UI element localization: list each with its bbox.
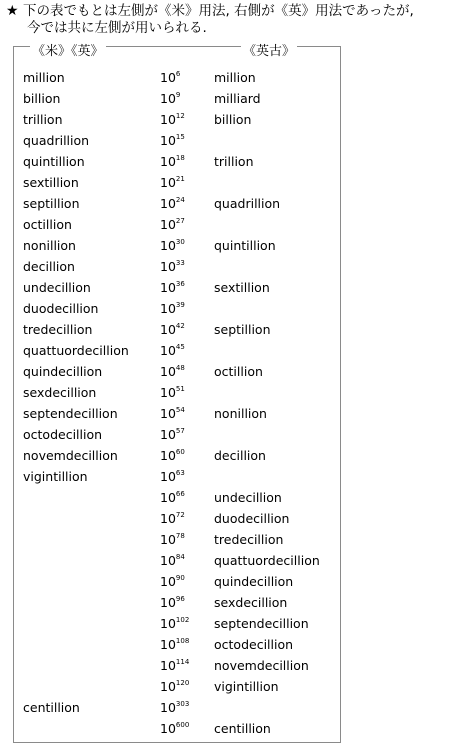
power-base: 10 bbox=[160, 448, 176, 463]
table-row bbox=[0, 340, 471, 361]
old-british-name-cell: octillion bbox=[214, 364, 263, 379]
power-exponent: 12 bbox=[175, 111, 185, 120]
power-base: 10 bbox=[160, 553, 176, 568]
old-british-name-cell: milliard bbox=[214, 91, 261, 106]
power-base: 10 bbox=[160, 679, 176, 694]
power-base: 10 bbox=[160, 70, 176, 85]
power-exponent: 6 bbox=[175, 69, 181, 78]
power-exponent: 102 bbox=[175, 615, 190, 624]
power-cell bbox=[160, 571, 185, 592]
power-cell bbox=[160, 634, 189, 655]
table-row bbox=[0, 571, 471, 592]
us-name-cell: quadrillion bbox=[23, 133, 90, 148]
note-line-2: 今では共に左側が用いられる. bbox=[27, 20, 207, 36]
power-cell bbox=[160, 361, 185, 382]
power-base: 10 bbox=[160, 196, 176, 211]
table-row bbox=[0, 466, 471, 487]
us-name-cell: septendecillion bbox=[23, 406, 118, 421]
table-row bbox=[0, 508, 471, 529]
power-base: 10 bbox=[160, 112, 176, 127]
power-cell bbox=[160, 508, 185, 529]
power-cell bbox=[160, 445, 185, 466]
power-base: 10 bbox=[160, 700, 176, 715]
table-row bbox=[0, 529, 471, 550]
old-british-name-cell: octodecillion bbox=[214, 637, 294, 652]
table-row bbox=[0, 319, 471, 340]
us-name-cell: vigintillion bbox=[23, 469, 88, 484]
power-exponent: 114 bbox=[175, 657, 190, 666]
table-row bbox=[0, 424, 471, 445]
table-row bbox=[0, 193, 471, 214]
old-british-name-cell: septillion bbox=[214, 322, 271, 337]
us-name-cell: tredecillion bbox=[23, 322, 93, 337]
power-cell bbox=[160, 466, 185, 487]
power-cell bbox=[160, 676, 189, 697]
us-name-cell: sexdecillion bbox=[23, 385, 97, 400]
power-base: 10 bbox=[160, 322, 176, 337]
power-cell bbox=[160, 592, 185, 613]
table-row bbox=[0, 361, 471, 382]
power-cell bbox=[160, 88, 180, 109]
old-british-name-cell: decillion bbox=[214, 448, 266, 463]
power-base: 10 bbox=[160, 658, 176, 673]
power-exponent: 51 bbox=[175, 384, 185, 393]
power-exponent: 63 bbox=[175, 468, 185, 477]
number-names-table bbox=[0, 67, 471, 739]
power-exponent: 33 bbox=[175, 258, 185, 267]
table-row bbox=[0, 445, 471, 466]
power-cell bbox=[160, 67, 180, 88]
power-exponent: 54 bbox=[175, 405, 185, 414]
old-british-name-cell: undecillion bbox=[214, 490, 282, 505]
power-cell bbox=[160, 697, 189, 718]
us-name-cell: octodecillion bbox=[23, 427, 103, 442]
power-exponent: 72 bbox=[175, 510, 185, 519]
power-cell bbox=[160, 256, 185, 277]
usage-note bbox=[6, 3, 466, 37]
power-cell bbox=[160, 340, 185, 361]
power-cell bbox=[160, 403, 185, 424]
old-british-name-cell: trillion bbox=[214, 154, 254, 169]
power-base: 10 bbox=[160, 175, 176, 190]
old-british-name-cell: septendecillion bbox=[214, 616, 309, 631]
power-base: 10 bbox=[160, 721, 176, 736]
old-british-name-cell: tredecillion bbox=[214, 532, 284, 547]
power-exponent: 27 bbox=[175, 216, 185, 225]
power-exponent: 60 bbox=[175, 447, 185, 456]
power-cell bbox=[160, 319, 185, 340]
power-cell bbox=[160, 130, 185, 151]
power-exponent: 84 bbox=[175, 552, 185, 561]
us-name-cell: quindecillion bbox=[23, 364, 103, 379]
us-name-cell: novemdecillion bbox=[23, 448, 118, 463]
us-name-cell: octillion bbox=[23, 217, 72, 232]
power-base: 10 bbox=[160, 364, 176, 379]
table-row bbox=[0, 550, 471, 571]
power-base: 10 bbox=[160, 469, 176, 484]
note-line-1 bbox=[6, 3, 466, 20]
power-base: 10 bbox=[160, 490, 176, 505]
old-british-name-cell: quintillion bbox=[214, 238, 276, 253]
power-cell bbox=[160, 529, 185, 550]
power-exponent: 120 bbox=[175, 678, 190, 687]
power-base: 10 bbox=[160, 301, 176, 316]
note-text-1: 下の表でもとは左側が《米》用法, 右側が《英》用法であったが, bbox=[23, 3, 414, 19]
power-exponent: 9 bbox=[175, 90, 181, 99]
old-british-name-cell: sextillion bbox=[214, 280, 270, 295]
table-row bbox=[0, 613, 471, 634]
table-row bbox=[0, 235, 471, 256]
us-name-cell: septillion bbox=[23, 196, 80, 211]
us-name-cell: centillion bbox=[23, 700, 80, 715]
us-name-cell: decillion bbox=[23, 259, 75, 274]
power-cell bbox=[160, 550, 185, 571]
us-name-cell: billion bbox=[23, 91, 61, 106]
power-exponent: 57 bbox=[175, 426, 185, 435]
power-cell bbox=[160, 718, 189, 739]
power-cell bbox=[160, 151, 185, 172]
power-base: 10 bbox=[160, 385, 176, 400]
table-row bbox=[0, 151, 471, 172]
table-row bbox=[0, 298, 471, 319]
power-cell bbox=[160, 235, 185, 256]
power-base: 10 bbox=[160, 133, 176, 148]
power-cell bbox=[160, 655, 189, 676]
power-exponent: 39 bbox=[175, 300, 185, 309]
header-old-british: 《英古》 bbox=[243, 44, 296, 59]
old-british-name-cell: nonillion bbox=[214, 406, 267, 421]
power-cell bbox=[160, 487, 185, 508]
power-base: 10 bbox=[160, 511, 176, 526]
power-cell bbox=[160, 277, 185, 298]
old-british-name-cell: quattuordecillion bbox=[214, 553, 320, 568]
power-base: 10 bbox=[160, 280, 176, 295]
table-row bbox=[0, 67, 471, 88]
table-row bbox=[0, 88, 471, 109]
table-row bbox=[0, 382, 471, 403]
power-exponent: 24 bbox=[175, 195, 185, 204]
power-exponent: 18 bbox=[175, 153, 185, 162]
power-exponent: 600 bbox=[175, 720, 190, 729]
power-base: 10 bbox=[160, 406, 176, 421]
table-row bbox=[0, 277, 471, 298]
power-cell bbox=[160, 613, 189, 634]
power-exponent: 15 bbox=[175, 132, 185, 141]
star-icon: ★ bbox=[6, 3, 19, 19]
old-british-name-cell: quadrillion bbox=[214, 196, 281, 211]
us-name-cell: sextillion bbox=[23, 175, 79, 190]
power-cell bbox=[160, 193, 185, 214]
power-exponent: 108 bbox=[175, 636, 190, 645]
power-exponent: 45 bbox=[175, 342, 185, 351]
power-exponent: 21 bbox=[175, 174, 185, 183]
table-row bbox=[0, 676, 471, 697]
power-exponent: 30 bbox=[175, 237, 185, 246]
power-exponent: 78 bbox=[175, 531, 185, 540]
power-cell bbox=[160, 172, 185, 193]
power-base: 10 bbox=[160, 154, 176, 169]
power-exponent: 42 bbox=[175, 321, 185, 330]
us-name-cell: trillion bbox=[23, 112, 63, 127]
table-row bbox=[0, 130, 471, 151]
power-cell bbox=[160, 424, 185, 445]
table-row bbox=[0, 487, 471, 508]
old-british-name-cell: vigintillion bbox=[214, 679, 279, 694]
power-base: 10 bbox=[160, 574, 176, 589]
power-cell bbox=[160, 214, 185, 235]
power-base: 10 bbox=[160, 532, 176, 547]
table-row bbox=[0, 697, 471, 718]
power-base: 10 bbox=[160, 595, 176, 610]
old-british-name-cell: billion bbox=[214, 112, 252, 127]
old-british-name-cell: centillion bbox=[214, 721, 271, 736]
us-name-cell: million bbox=[23, 70, 65, 85]
power-base: 10 bbox=[160, 238, 176, 253]
table-row bbox=[0, 214, 471, 235]
table-row bbox=[0, 172, 471, 193]
table-row bbox=[0, 718, 471, 739]
old-british-name-cell: sexdecillion bbox=[214, 595, 288, 610]
power-exponent: 90 bbox=[175, 573, 185, 582]
us-name-cell: quattuordecillion bbox=[23, 343, 129, 358]
power-base: 10 bbox=[160, 427, 176, 442]
power-base: 10 bbox=[160, 259, 176, 274]
power-base: 10 bbox=[160, 217, 176, 232]
table-row bbox=[0, 256, 471, 277]
power-exponent: 96 bbox=[175, 594, 185, 603]
table-row bbox=[0, 592, 471, 613]
table-row bbox=[0, 403, 471, 424]
us-name-cell: quintillion bbox=[23, 154, 85, 169]
header-american-british: 《米》《英》 bbox=[32, 44, 104, 59]
old-british-name-cell: million bbox=[214, 70, 256, 85]
table-row bbox=[0, 109, 471, 130]
us-name-cell: nonillion bbox=[23, 238, 76, 253]
power-base: 10 bbox=[160, 616, 176, 631]
power-base: 10 bbox=[160, 91, 176, 106]
power-base: 10 bbox=[160, 343, 176, 358]
power-exponent: 66 bbox=[175, 489, 185, 498]
power-exponent: 303 bbox=[175, 699, 190, 708]
power-cell bbox=[160, 298, 185, 319]
power-exponent: 36 bbox=[175, 279, 185, 288]
table-row bbox=[0, 634, 471, 655]
table-row bbox=[0, 655, 471, 676]
power-cell bbox=[160, 382, 185, 403]
us-name-cell: duodecillion bbox=[23, 301, 99, 316]
power-base: 10 bbox=[160, 637, 176, 652]
power-cell bbox=[160, 109, 185, 130]
us-name-cell: undecillion bbox=[23, 280, 91, 295]
old-british-name-cell: duodecillion bbox=[214, 511, 290, 526]
old-british-name-cell: novemdecillion bbox=[214, 658, 309, 673]
old-british-name-cell: quindecillion bbox=[214, 574, 294, 589]
power-exponent: 48 bbox=[175, 363, 185, 372]
